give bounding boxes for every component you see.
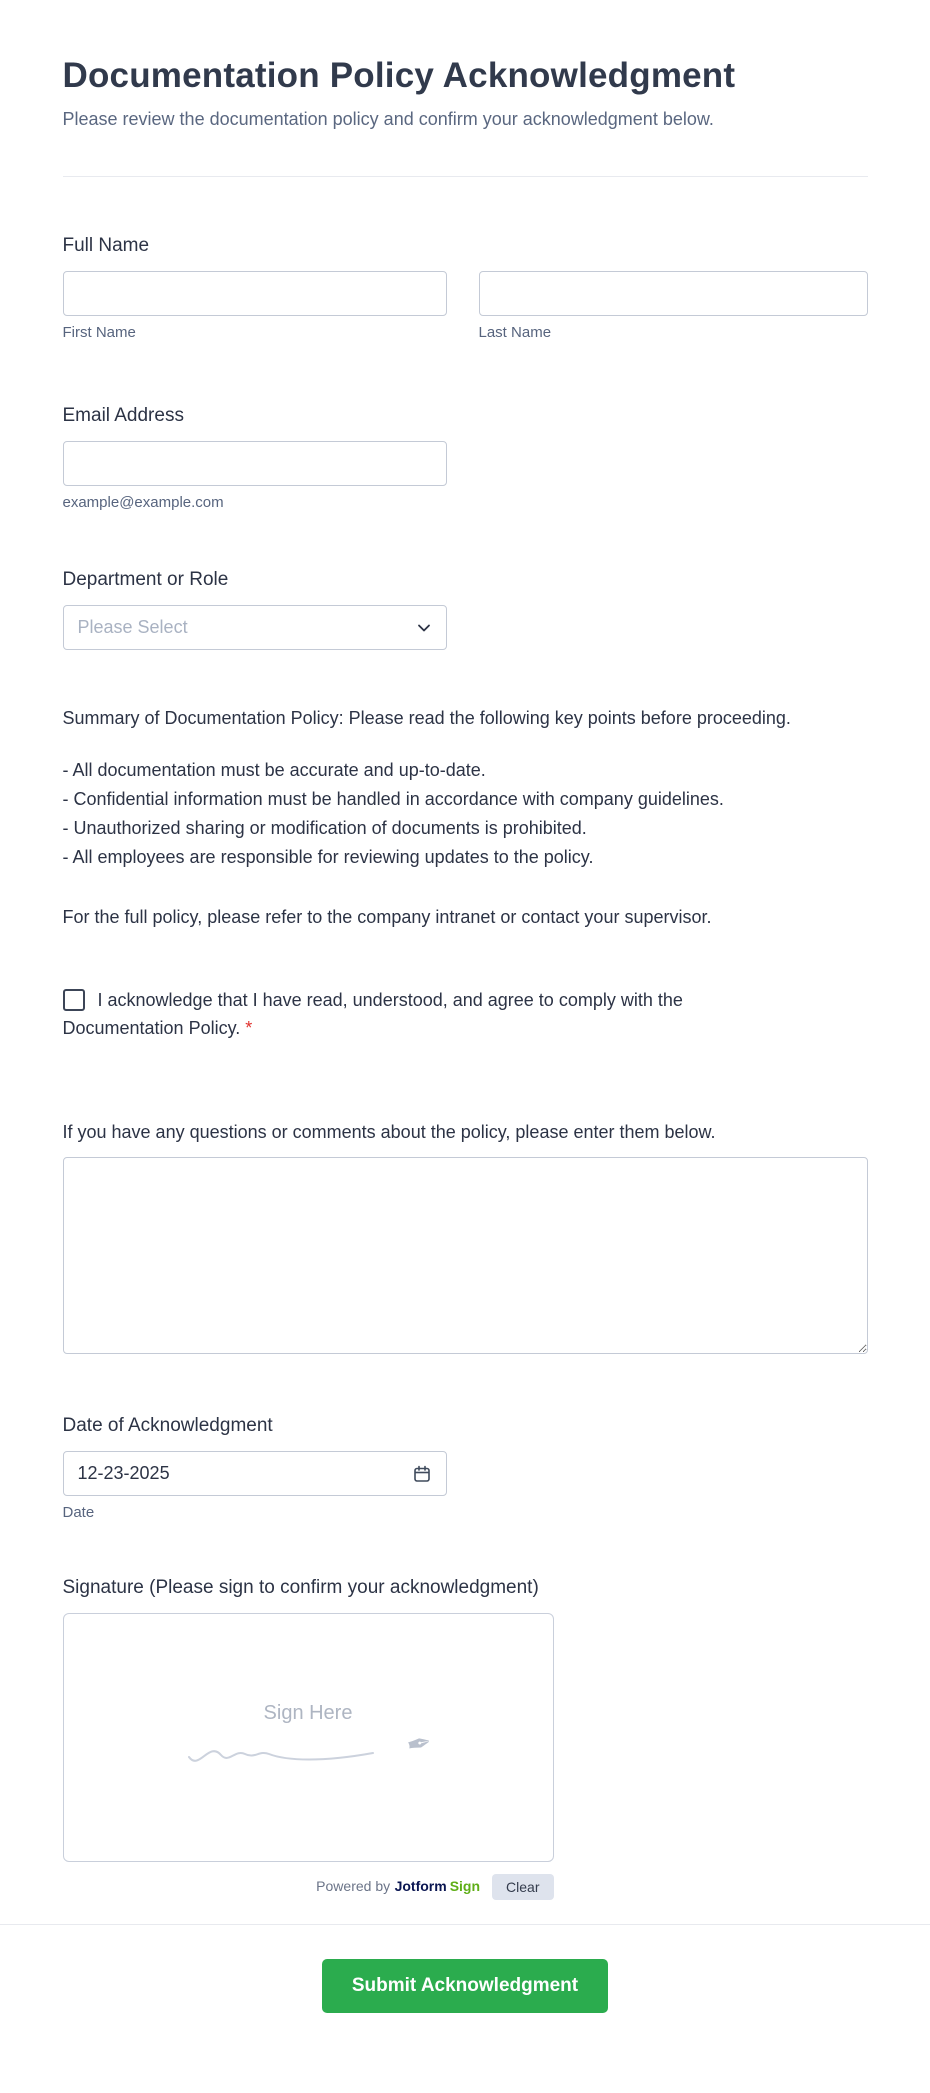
date-label: Date of Acknowledgment: [62, 1415, 273, 1436]
jotform-brand-text: Jotform: [394, 1878, 447, 1894]
powered-by-text: Powered by: [316, 1878, 391, 1894]
department-field: [63, 569, 868, 650]
last-name-sublabel: Last Name: [478, 324, 552, 341]
email-input[interactable]: [63, 441, 447, 486]
chevron-down-icon: [416, 620, 432, 636]
date-field: [63, 1415, 868, 1521]
signature-field: [63, 1577, 868, 1900]
submit-row: [63, 1959, 868, 2079]
jotform-sign-text: Sign: [449, 1878, 481, 1894]
pen-nib-icon: ✒: [403, 1725, 435, 1763]
required-asterisk: *: [245, 1018, 253, 1038]
email-sublabel: example@example.com: [62, 494, 224, 511]
bottom-divider: [0, 1924, 930, 1925]
department-label: Department or Role: [62, 569, 229, 590]
policy-points-list: [63, 756, 868, 872]
calendar-icon[interactable]: [412, 1464, 432, 1484]
date-sublabel: Date: [62, 1504, 95, 1521]
full-name-label: Full Name: [62, 235, 150, 256]
full-name-field: [63, 235, 868, 341]
policy-intro-text: Summary of Documentation Policy: Please read the following key points before proceeding.: [62, 708, 791, 728]
date-input[interactable]: [78, 1463, 404, 1484]
comments-textarea[interactable]: [63, 1157, 868, 1354]
acknowledgment-label: I acknowledge that I have read, understood, and agree to comply with the Documentation Policy.: [62, 990, 683, 1038]
page-title: Documentation Policy Acknowledgment: [62, 56, 736, 95]
signature-squiggle: [183, 1727, 408, 1773]
signature-footer: [63, 1874, 554, 1900]
form-header: [63, 0, 868, 177]
policy-point: - Confidential information must be handled in accordance with company guidelines.: [62, 789, 724, 809]
policy-summary: [63, 704, 868, 932]
first-name-input[interactable]: [63, 271, 447, 316]
page-subtitle: Please review the documentation policy and confirm your acknowledgment below.: [62, 109, 714, 129]
date-input-wrapper: [63, 1451, 447, 1496]
department-select[interactable]: [63, 605, 447, 650]
comments-label: If you have any questions or comments about the policy, please enter them below.: [62, 1122, 716, 1142]
acknowledgment-checkbox[interactable]: [63, 989, 85, 1011]
submit-button[interactable]: Submit Acknowledgment: [322, 1959, 608, 2013]
email-label: Email Address: [62, 405, 184, 426]
signature-pad[interactable]: [63, 1613, 554, 1862]
policy-footer-text: For the full policy, please refer to the company intranet or contact your supervisor.: [62, 907, 712, 927]
first-name-sublabel: First Name: [62, 324, 136, 341]
policy-point: - All employees are responsible for reviewing updates to the policy.: [62, 847, 594, 867]
department-select-placeholder: Please Select: [77, 617, 188, 637]
acknowledgment-field: [63, 986, 703, 1042]
comments-field: [63, 1122, 868, 1359]
signature-label: Signature (Please sign to confirm your acknowledgment): [62, 1577, 539, 1598]
clear-signature-button[interactable]: Clear: [492, 1874, 553, 1900]
policy-point: - All documentation must be accurate and up-to-date.: [62, 760, 486, 780]
email-field-block: [63, 405, 868, 511]
policy-point: - Unauthorized sharing or modification of documents is prohibited.: [62, 818, 587, 838]
last-name-input[interactable]: [479, 271, 868, 316]
signature-placeholder: Sign Here: [263, 1702, 353, 1724]
